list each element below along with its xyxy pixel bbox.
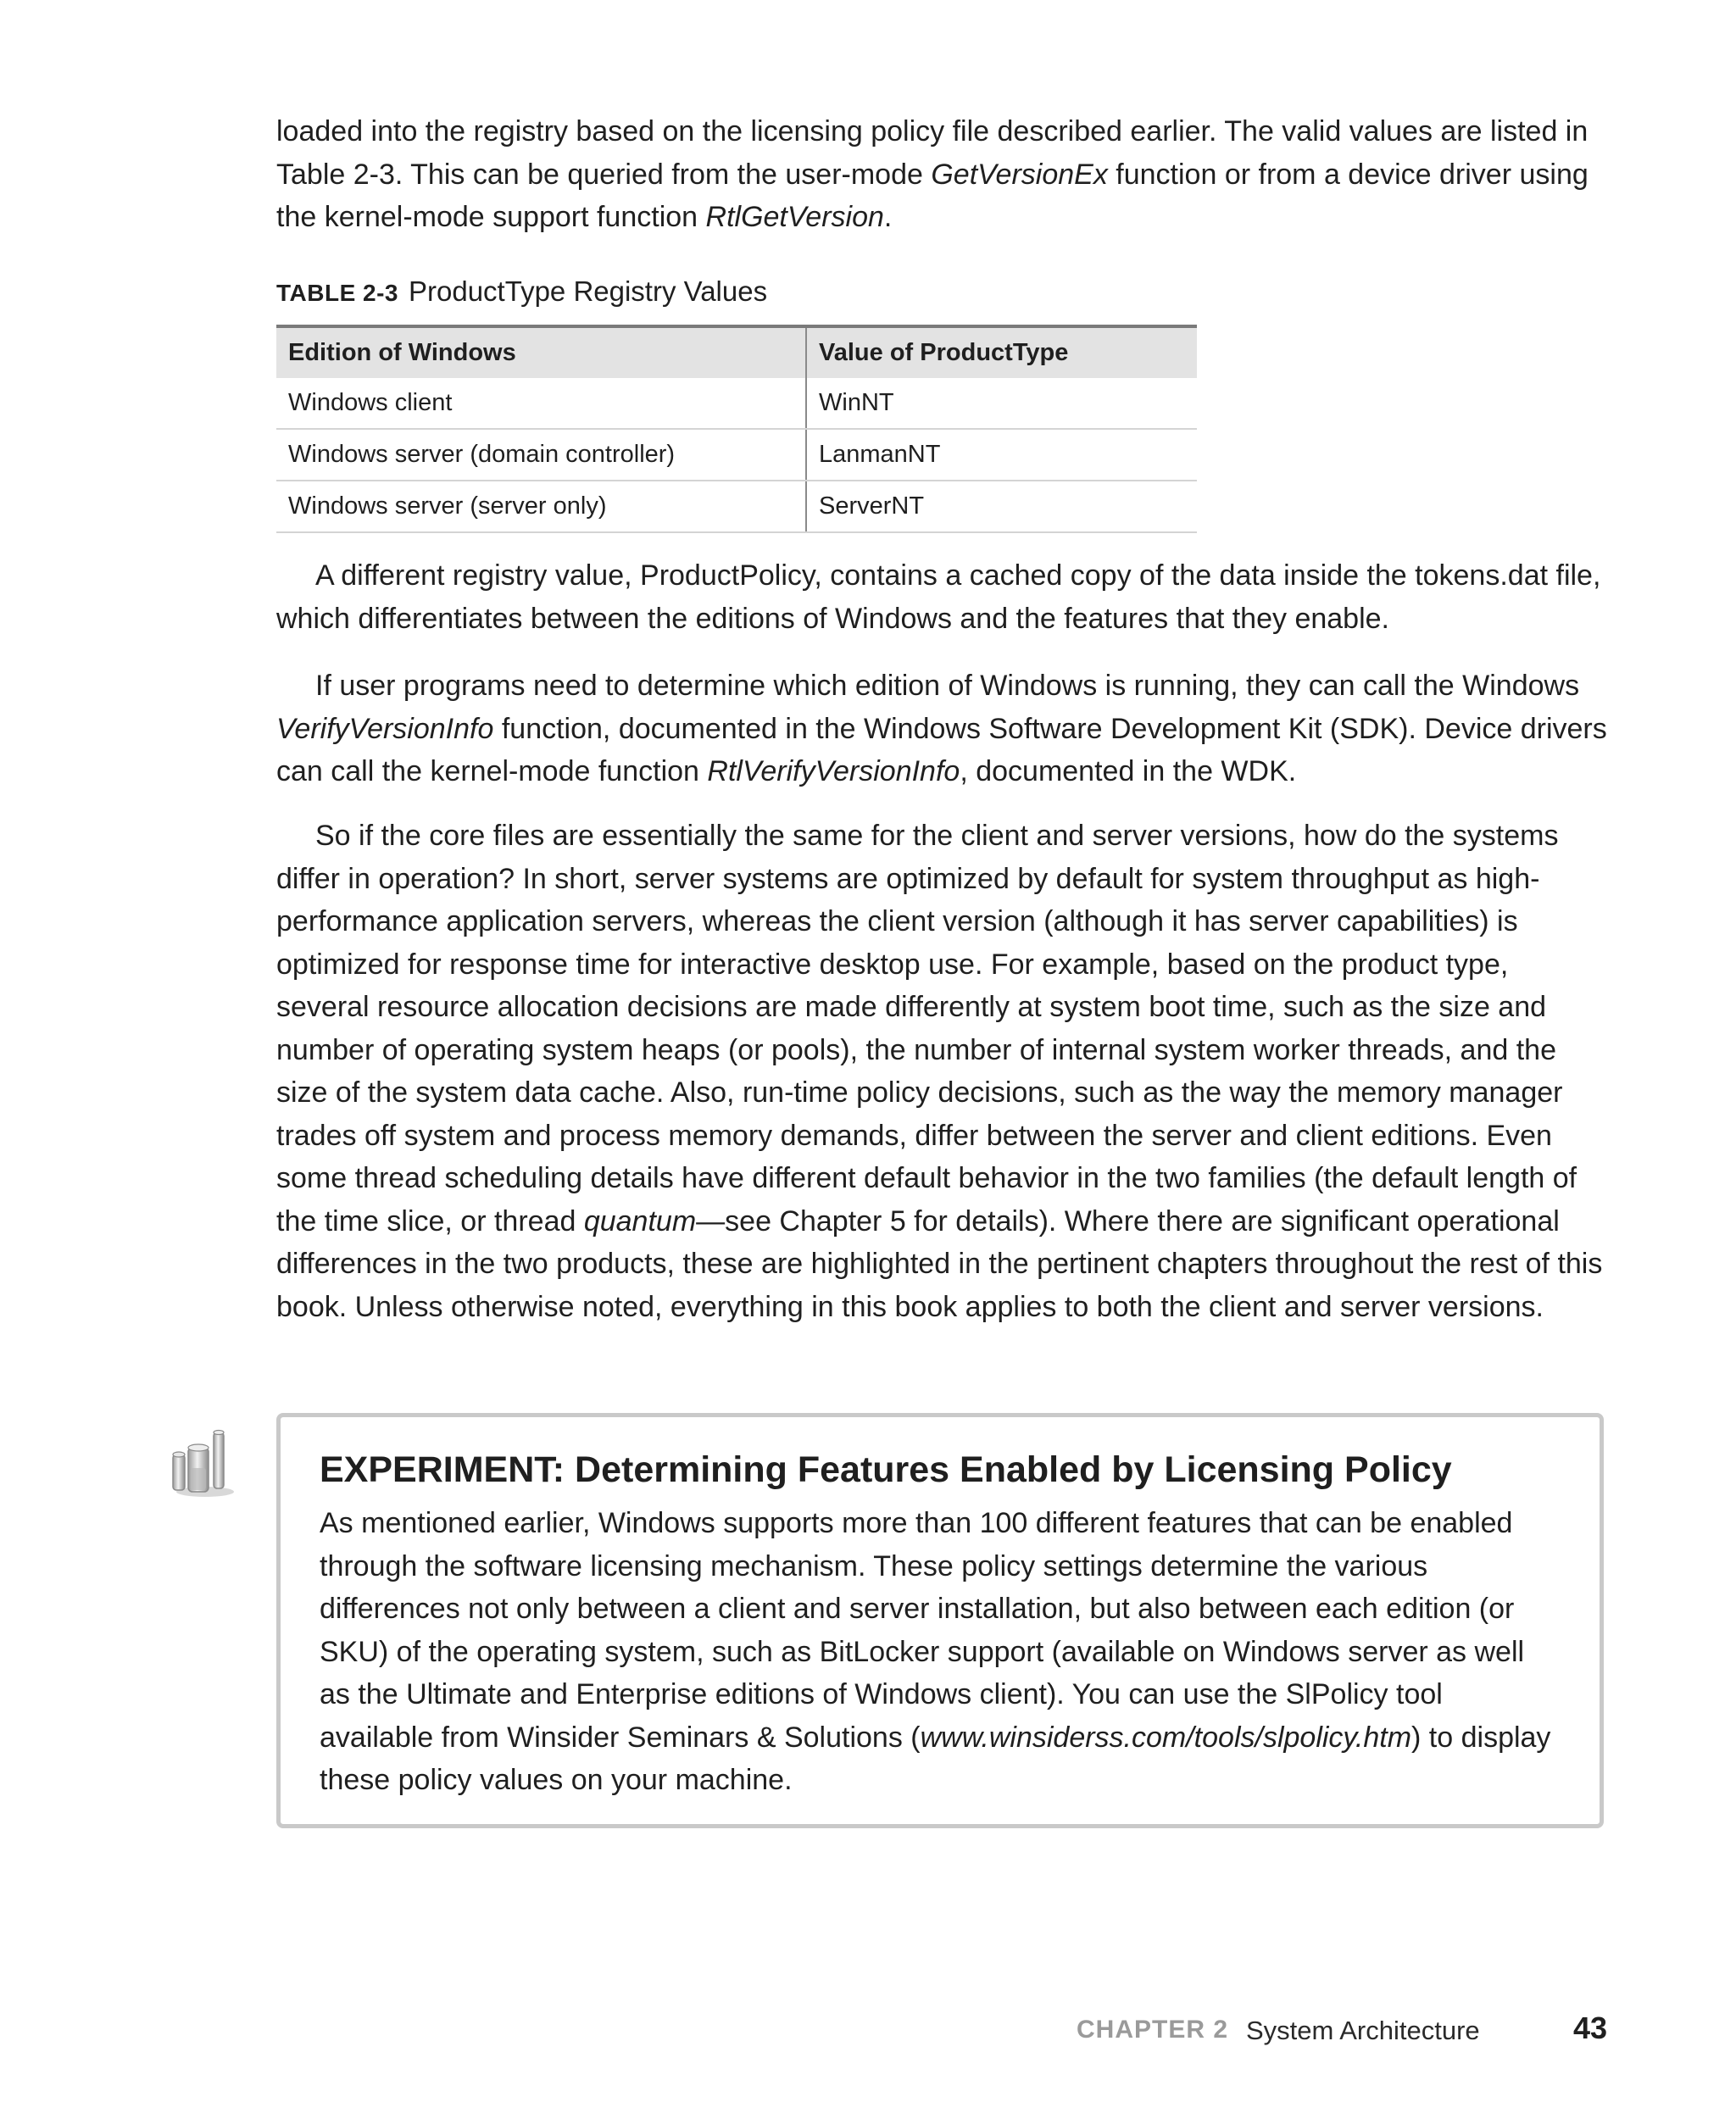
- table-header-row: [276, 326, 1197, 378]
- experiment-body: [320, 1502, 1557, 1802]
- experiment-text-2: ) to display these policy values on your machine.: [320, 1721, 1551, 1796]
- intro-paragraph: [276, 110, 1607, 239]
- core-text-2: —see Chapter 5 for details). Where there are significant operational differences in the two products, these are highlighted in the pertinent chapters throughout the rest of this book. Unless otherwise noted, everything in this book applies to both the client and server versions.: [276, 1204, 1603, 1323]
- verify-function-rtlverifyversioninfo: RtlVerifyVersionInfo: [707, 755, 960, 787]
- table-row: [276, 481, 1197, 532]
- core-term-quantum: quantum: [583, 1204, 697, 1237]
- verify-text-1: If user programs need to determine which edition of Windows is running, they can call the Windows: [315, 670, 1580, 702]
- client-server-paragraph: [276, 815, 1607, 1328]
- table-row: [276, 429, 1197, 481]
- intro-function-getversionex: GetVersionEx: [931, 158, 1108, 191]
- table-cell: Windows server (domain controller): [276, 429, 806, 481]
- verify-text-3: , documented in the WDK.: [960, 755, 1297, 787]
- table-row: [276, 378, 1197, 429]
- table-cell: Windows client: [276, 378, 806, 429]
- productpolicy-paragraph: A different registry value, ProductPolicy, contains a cached copy of the data inside the tokens.dat file, which differentiates between the editions of Windows and the features that they enable.: [276, 559, 1601, 635]
- experiment-box: [276, 1413, 1604, 1828]
- slpolicy-url-link[interactable]: www.winsiderss.com/tools/slpolicy.htm: [920, 1721, 1412, 1754]
- experiment-text-1: As mentioned earlier, Windows supports more than 100 different features that can be enabled through the software licensing mechanism. These policy settings determine the various differences not only between a client and server installation, but also between each edition (or SKU) of the operating system, such as BitLocker support (available on Windows server as well as the Ultimate and Enterprise editions of Windows client). You can use the SlPolicy tool available from Winsider Seminars & Solutions (: [320, 1507, 1525, 1754]
- footer-chapter-title: System Architecture: [1246, 2016, 1480, 2045]
- footer-chapter-label: CHAPTER 2: [1077, 2016, 1229, 2044]
- table-caption-title: ProductType Registry Values: [409, 275, 768, 307]
- table-cell: LanmanNT: [806, 429, 1197, 481]
- intro-text-1: loaded into the registry based on the licensing policy file described earlier. The valid values are listed in Table 2-3. This can be queried from the user-mode: [276, 115, 1589, 191]
- page-number: 43: [1572, 2011, 1607, 2045]
- table-cell: Windows server (server only): [276, 481, 806, 532]
- table-cell: WinNT: [806, 378, 1197, 429]
- table-header-cell: Edition of Windows: [276, 326, 806, 378]
- core-text-1: So if the core files are essentially the same for the client and server versions, how do the systems differ in operation? In short, server systems are optimized by default for system throughput as high-performance application servers, whereas the client version (although it has server capabilities) is optimized for response time for interactive desktop use. For example, based on the product type, several resource allocation decisions are made differently at system boot time, such as the size and number of operating system heaps (or pools), the number of internal system worker threads, and the size of the system data cache. Also, run-time policy decisions, such as the way the memory manager trades off system and process memory demands, differ between the server and client editions. Even some thread scheduling details have different default behavior in the two families (the default length of the time slice, or thread: [276, 820, 1577, 1237]
- table-header-cell: Value of ProductType: [806, 326, 1197, 378]
- experiment-title: EXPERIMENT: Determining Features Enabled by Licensing Policy: [320, 1449, 1452, 1490]
- intro-function-rtlgetversion: RtlGetVersion: [705, 201, 884, 233]
- table-caption-label: TABLE 2-3: [276, 280, 398, 306]
- verifyversion-paragraph: [276, 665, 1607, 793]
- experiment-beaker-icon: [166, 1426, 242, 1502]
- table-caption: [276, 273, 767, 312]
- verify-text-2: function, documented in the Windows Software Development Kit (SDK). Device drivers can call the kernel-mode function: [276, 712, 1607, 787]
- intro-text-2: function or from a device driver using the kernel-mode support function: [276, 158, 1589, 233]
- intro-text-3: .: [883, 201, 893, 233]
- verify-function-verifyversioninfo: VerifyVersionInfo: [276, 712, 494, 745]
- table-cell: ServerNT: [806, 481, 1197, 532]
- page-footer: [1077, 2011, 1607, 2053]
- producttype-table: [276, 325, 1197, 533]
